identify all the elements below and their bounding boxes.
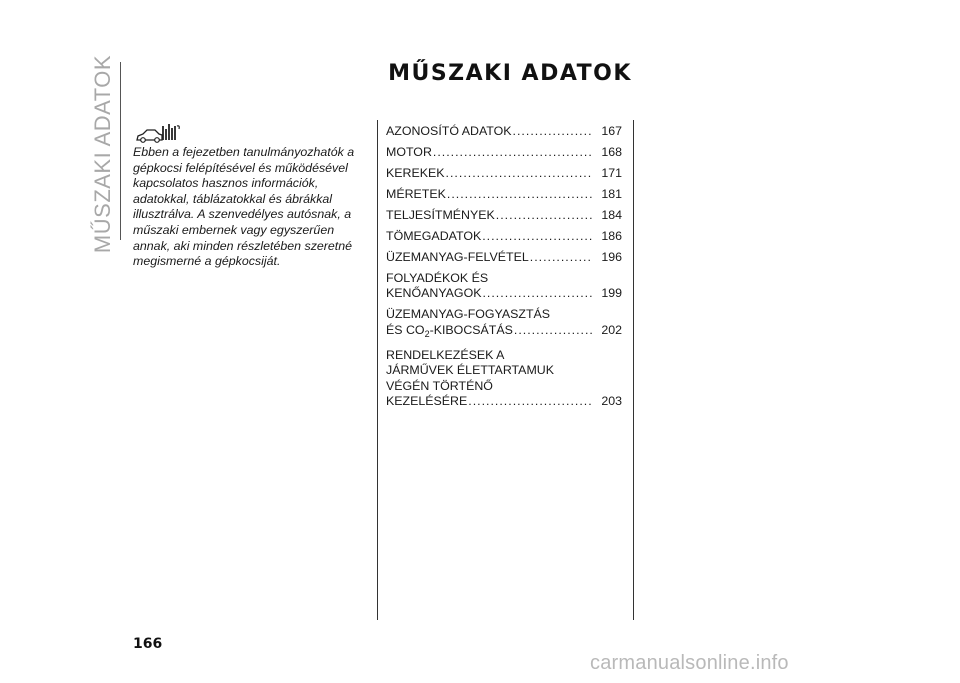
toc-entry-rendelkezesek[interactable] [386, 348, 622, 410]
toc-label: MOTOR [386, 145, 432, 159]
toc-label: KEREKEK [386, 166, 445, 180]
dot-leader [482, 229, 593, 244]
subscript-2: 2 [424, 328, 430, 339]
dot-leader [496, 208, 594, 223]
toc-entry-teljesitmenyek[interactable] [386, 208, 622, 223]
toc-label: MÉRETEK [386, 187, 446, 201]
dot-leader [433, 145, 593, 160]
toc-label: ÜZEMANYAG-FELVÉTEL [386, 250, 529, 264]
toc-label: TELJESÍTMÉNYEK [386, 208, 495, 222]
side-divider [120, 62, 121, 240]
dot-leader [447, 187, 593, 202]
toc-page-number: 171 [601, 166, 622, 180]
toc-entry-uzemanyag-felvetel[interactable] [386, 250, 622, 265]
toc-entry-meretek[interactable] [386, 187, 622, 202]
car-with-wrench-icon [135, 122, 181, 144]
toc-label-line: JÁRMŰVEK ÉLETTARTAMUK [386, 363, 554, 378]
dot-leader [514, 323, 593, 338]
toc-label: AZONOSÍTÓ ADATOK [386, 124, 512, 138]
toc-entry-motor[interactable] [386, 145, 622, 160]
dot-leader [446, 166, 594, 181]
toc-page-number: 181 [601, 187, 622, 201]
page-title: MŰSZAKI ADATOK [388, 61, 632, 86]
column-divider-right [633, 120, 634, 620]
dot-leader [482, 286, 593, 301]
toc-page-number: 168 [601, 145, 622, 159]
toc-label [386, 323, 513, 342]
toc-label-part: ÉS CO [386, 322, 425, 337]
table-of-contents [386, 124, 622, 415]
toc-page-number: 203 [601, 394, 622, 409]
toc-entry-uzemanyag-fogyasztas[interactable] [386, 307, 622, 342]
toc-entry-azonosito-adatok[interactable] [386, 124, 622, 139]
page-number: 166 [133, 636, 163, 652]
toc-page-number: 199 [601, 286, 622, 301]
side-chapter-title [84, 54, 122, 254]
dot-leader [468, 394, 593, 409]
toc-page-number: 196 [601, 250, 622, 264]
toc-label: KENŐANYAGOK [386, 286, 482, 301]
side-chapter-title-text: MŰSZAKI ADATOK [90, 54, 115, 254]
toc-label-line: ÜZEMANYAG-FOGYASZTÁS [386, 307, 551, 322]
toc-entry-tomegadatok[interactable] [386, 229, 622, 244]
column-divider-left [377, 120, 378, 620]
toc-label: KEZELÉSÉRE [386, 394, 468, 409]
watermark: carmanualsonline.info [590, 652, 789, 674]
toc-page-number: 184 [601, 208, 622, 222]
toc-label-line: RENDELKEZÉSEK A [386, 347, 505, 362]
dot-leader [530, 250, 594, 265]
toc-label-part: -KIBOCSÁTÁS [429, 322, 513, 337]
toc-page-number: 202 [601, 322, 622, 337]
dot-leader [513, 124, 594, 139]
toc-page-number: 186 [601, 229, 622, 243]
toc-page-number: 167 [601, 124, 622, 138]
toc-label-line: FOLYADÉKOK ÉS [386, 271, 489, 285]
intro-text: Ebben a fejezetben tanulmányozhatók a gépkocsi felépítésével és működésével kapcsolatos hasznos információk, adatokkal, táblázatokkal és ábrákkal illusztrálva. A szenvedélyes autósnak, a műszaki embernek vagy egyszerűen annak, aki minden részletében szeretné megismerné a gépkocsiját. [133, 145, 355, 269]
toc-entry-folyadekok[interactable] [386, 271, 622, 302]
toc-label-line: VÉGÉN TÖRTÉNŐ [386, 378, 493, 393]
toc-label: TÖMEGADATOK [386, 229, 482, 243]
toc-entry-kerekek[interactable] [386, 166, 622, 181]
